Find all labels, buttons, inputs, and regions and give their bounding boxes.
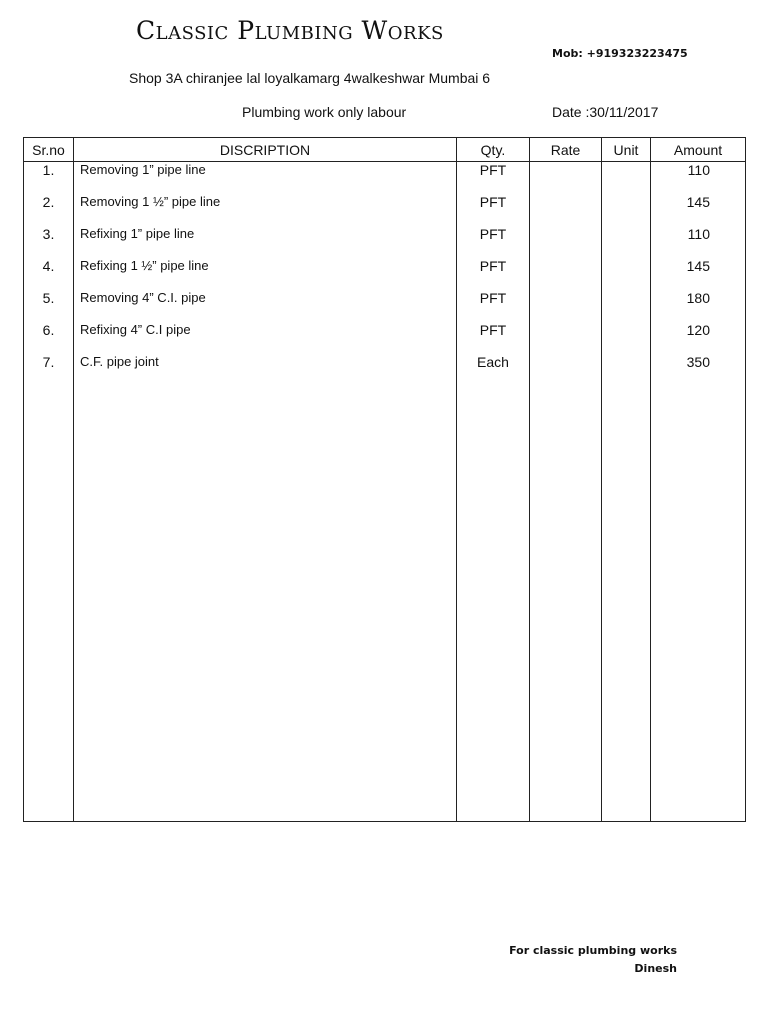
filler-cell [74, 386, 457, 822]
cell-description: Removing 1 ½” pipe line [74, 194, 457, 226]
table-header-row [24, 138, 746, 162]
bill-table [23, 137, 746, 822]
cell-qty: PFT [457, 194, 530, 226]
cell-unit [602, 290, 651, 322]
cell-rate [530, 322, 602, 354]
cell-qty: PFT [457, 162, 530, 195]
signatory-name: Dinesh [634, 962, 677, 975]
cell-amount: 145 [651, 194, 746, 226]
bill-date: Date :30/11/2017 [552, 104, 659, 120]
mobile-number: Mob: +919323223475 [552, 47, 688, 60]
column-header-amount: Amount [651, 138, 746, 162]
column-header-description: DISCRIPTION [74, 138, 457, 162]
filler-cell [24, 386, 74, 822]
cell-srno: 5. [24, 290, 74, 322]
cell-srno: 7. [24, 354, 74, 386]
column-header-srno: Sr.no [24, 138, 74, 162]
filler-cell [602, 386, 651, 822]
company-title: Classic Plumbing Works [136, 16, 444, 45]
cell-qty: Each [457, 354, 530, 386]
filler-cell [457, 386, 530, 822]
cell-qty: PFT [457, 290, 530, 322]
cell-description: Removing 1” pipe line [74, 162, 457, 195]
cell-rate [530, 354, 602, 386]
cell-unit [602, 162, 651, 195]
cell-srno: 2. [24, 194, 74, 226]
table-row [24, 162, 746, 195]
cell-unit [602, 226, 651, 258]
filler-cell [530, 386, 602, 822]
table-row [24, 322, 746, 354]
cell-unit [602, 258, 651, 290]
cell-description: Refixing 4” C.I pipe [74, 322, 457, 354]
cell-rate [530, 162, 602, 195]
cell-amount: 120 [651, 322, 746, 354]
column-header-qty: Qty. [457, 138, 530, 162]
cell-amount: 180 [651, 290, 746, 322]
filler-cell [651, 386, 746, 822]
cell-srno: 3. [24, 226, 74, 258]
table-row [24, 194, 746, 226]
table-filler-row [24, 386, 746, 822]
cell-unit [602, 322, 651, 354]
column-header-rate: Rate [530, 138, 602, 162]
table-row [24, 290, 746, 322]
cell-description: Refixing 1 ½” pipe line [74, 258, 457, 290]
cell-description: Refixing 1” pipe line [74, 226, 457, 258]
signature-for-line: For classic plumbing works [509, 944, 677, 957]
cell-unit [602, 194, 651, 226]
cell-srno: 6. [24, 322, 74, 354]
cell-amount: 350 [651, 354, 746, 386]
cell-srno: 4. [24, 258, 74, 290]
cell-rate [530, 226, 602, 258]
table-row [24, 354, 746, 386]
table-row [24, 226, 746, 258]
cell-description: C.F. pipe joint [74, 354, 457, 386]
cell-unit [602, 354, 651, 386]
cell-rate [530, 194, 602, 226]
cell-srno: 1. [24, 162, 74, 195]
table-row [24, 258, 746, 290]
shop-address: Shop 3A chiranjee lal loyalkamarg 4walkeshwar Mumbai 6 [129, 70, 491, 86]
cell-qty: PFT [457, 226, 530, 258]
cell-description: Removing 4” C.I. pipe [74, 290, 457, 322]
cell-qty: PFT [457, 258, 530, 290]
column-header-unit: Unit [602, 138, 651, 162]
bill-subject: Plumbing work only labour [242, 104, 407, 120]
cell-qty: PFT [457, 322, 530, 354]
cell-amount: 110 [651, 226, 746, 258]
cell-rate [530, 290, 602, 322]
cell-rate [530, 258, 602, 290]
cell-amount: 110 [651, 162, 746, 195]
cell-amount: 145 [651, 258, 746, 290]
